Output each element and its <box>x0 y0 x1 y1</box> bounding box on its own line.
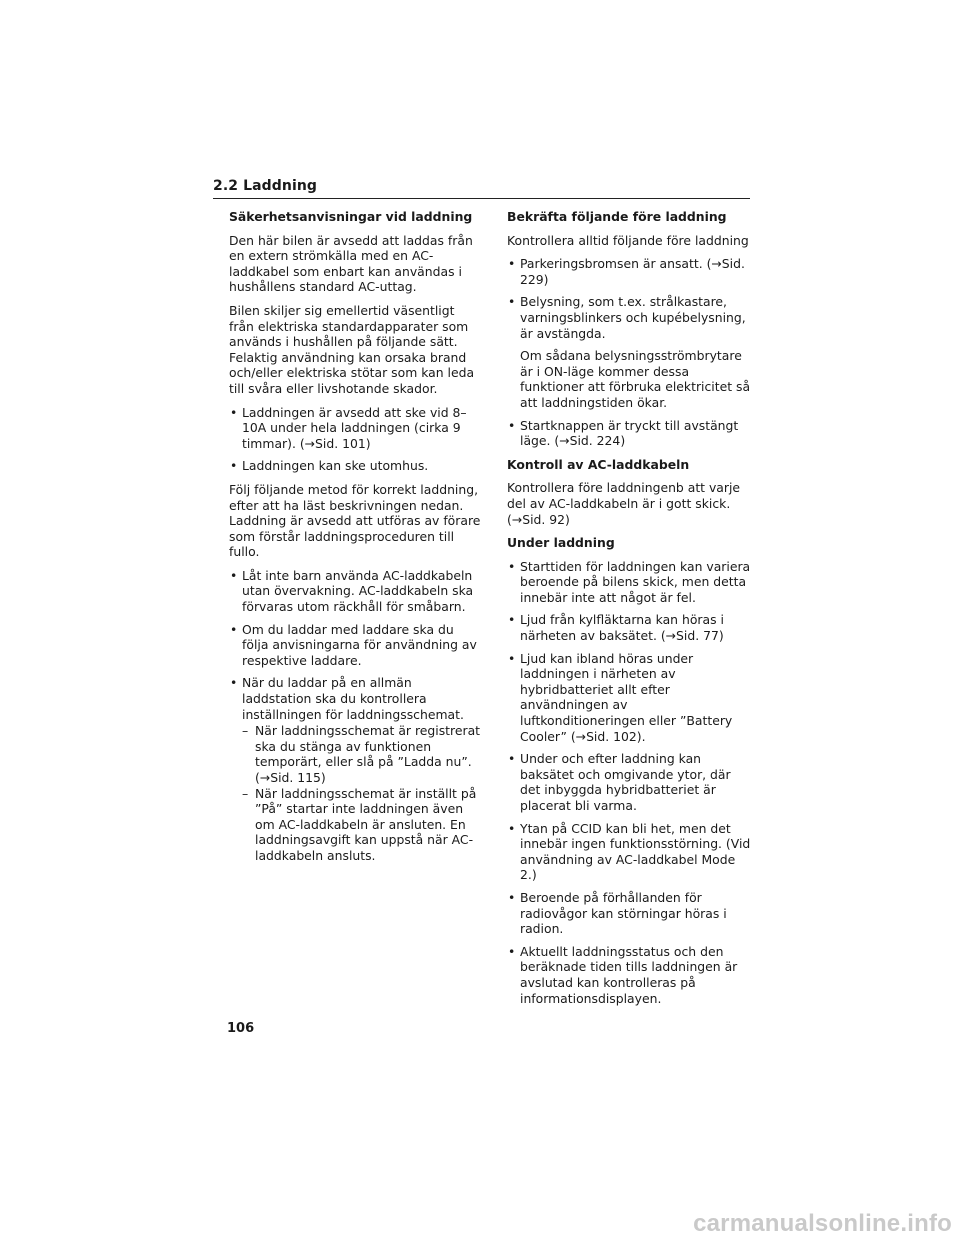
section-title: 2.2 Laddning <box>213 178 318 194</box>
list-item: • Laddningen kan ske utomhus. <box>229 458 481 474</box>
list-item-text: När du laddar på en allmän laddstation ska du kontrollera inställningen för laddningsschemat. <box>242 675 464 722</box>
confirm-heading: Bekräfta följande före laddning <box>507 209 727 224</box>
list-item-text: Belysning, som t.ex. strålkastare, varningsblinkers och kupébelysning, är avstängda. <box>520 294 746 341</box>
list-item: • Låt inte barn använda AC-laddkabeln utan övervakning. AC-laddkabeln ska förvaras utom räckhåll för småbarn. <box>229 568 481 615</box>
page-number: 106 <box>227 1021 255 1036</box>
list-item: • Beroende på förhållanden för radiovågor kan störningar höras i radion. <box>507 890 752 937</box>
list-item: • Ljud från kylfläktarna kan höras i närheten av baksätet. (→Sid. 77) <box>507 612 752 643</box>
bullet-list <box>229 405 481 474</box>
list-item: • Aktuellt laddningsstatus och den beräknade tiden tills laddningen är avslutad kan kontrolleras på informationsdisplayen. <box>507 944 752 1006</box>
list-item <box>507 294 752 410</box>
list-item: • Ljud kan ibland höras under laddningen i närheten av hybridbatteriet allt efter användningen av luftkonditioneringen eller ”Battery Cooler” (→Sid. 102). <box>507 651 752 745</box>
watermark: carmanualsonline.info <box>693 1210 952 1237</box>
dash-item: – När laddningsschemat är registrerat ska du stänga av funktionen temporärt, eller slå på ”Ladda nu”. (→Sid. 115) <box>242 723 481 785</box>
list-item: • Om du laddar med laddare ska du följa anvisningarna för användning av respektive laddare. <box>229 622 481 669</box>
cable-check-heading: Kontroll av AC-laddkabeln <box>507 456 690 472</box>
dash-item: – När laddningsschemat är inställt på ”På” startar inte laddningen även om AC-laddkabeln är ansluten. En laddningsavgift kan uppstå när AC-laddkabeln ansluts. <box>242 786 481 864</box>
list-item: • Starttiden för laddningen kan variera beroende på bilens skick, men detta innebär inte att något är fel. <box>507 559 752 606</box>
safety-heading: Säkerhetsanvisningar vid laddning <box>229 209 473 224</box>
list-item: • Parkeringsbromsen är ansatt. (→Sid. 229) <box>507 256 752 287</box>
right-column <box>507 209 752 1014</box>
list-item: • Ytan på CCID kan bli het, men det innebär ingen funktionsstörning. (Vid användning av AC-laddkabel Mode 2.) <box>507 821 752 883</box>
during-charging-heading: Under laddning <box>507 535 615 551</box>
bullet-list <box>507 256 752 449</box>
bullet-list <box>507 559 752 1006</box>
list-item-note: Om sådana belysningsströmbrytare är i ON-läge kommer dessa funktioner att förbruka elektricitet så att laddningstiden ökar. <box>520 348 751 410</box>
paragraph: Kontrollera före laddningenb att varje del av AC-laddkabeln är i gott skick. (→Sid. 92) <box>507 480 741 527</box>
bullet-list <box>229 568 481 864</box>
paragraph: Bilen skiljer sig emellertid väsentligt från elektriska standardapparater som används i hushållen på följande sätt. Felaktig användning kan orsaka brand och/eller elektriska stötar som kan leda till svåra eller livshotande skador. <box>229 302 475 396</box>
dash-list <box>242 723 481 863</box>
left-column <box>229 209 481 872</box>
list-item: • Startknappen är tryckt till avstängt läge. (→Sid. 224) <box>507 418 752 449</box>
paragraph: Följ följande metod för korrekt laddning, efter att ha läst beskrivningen nedan. Laddning är avsedd att utföras av förare som förstår laddningsproceduren till fullo. <box>229 481 481 560</box>
section-header <box>213 178 750 199</box>
list-item <box>229 675 481 863</box>
list-item: • Under och efter laddning kan baksätet och omgivande ytor, där det inbyggda hybridbatteriet är placerat bli varma. <box>507 751 752 813</box>
paragraph: Den här bilen är avsedd att laddas från en extern strömkälla med en AC-laddkabel som enbart kan användas i hushållens standard AC-uttag. <box>229 232 473 295</box>
list-item: • Laddningen är avsedd att ske vid 8–10A under hela laddningen (cirka 9 timmar). (→Sid. 101) <box>229 405 481 452</box>
paragraph: Kontrollera alltid följande före laddning <box>507 232 749 248</box>
